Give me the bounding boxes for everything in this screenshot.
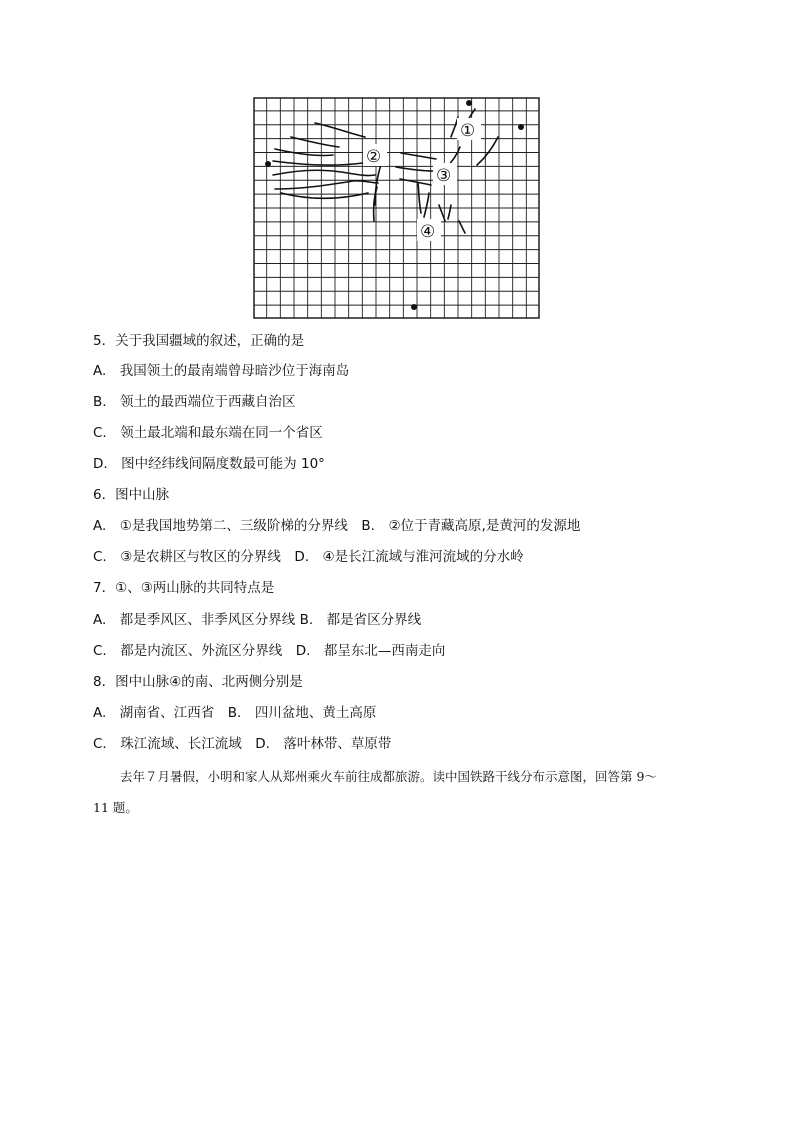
question-5-option-c: C. 领土最北端和最东端在同一个省区 xyxy=(93,425,323,441)
section-intro-line-1: 去年７月暑假，小明和家人从郑州乘火车前往成都旅游。读中国铁路干线分布示意图，回答第 9～ xyxy=(120,769,657,784)
label-mountain-3: ③ xyxy=(436,166,452,186)
question-5-stem: 5．关于我国疆域的叙述，正确的是 xyxy=(93,333,305,349)
question-5-option-a: A. 我国领土的最南端曾母暗沙位于海南岛 xyxy=(93,363,350,379)
question-8-stem: 8．图中山脉④的南、北两侧分别是 xyxy=(93,674,303,690)
question-5-option-d: D. 图中经纬线间隔度数最可能为 10° xyxy=(93,456,325,472)
question-5-option-b: B. 领土的最西端位于西藏自治区 xyxy=(93,394,296,410)
question-8-options-cd: C. 珠江流域、长江流域 D. 落叶林带、草原带 xyxy=(93,736,392,752)
china-grid-map xyxy=(253,97,540,319)
question-7-options-cd: C. 都是内流区、外流区分界线 D. 都呈东北—西南走向 xyxy=(93,643,446,659)
label-mountain-2: ② xyxy=(366,147,382,167)
question-6-options-ab: A. ①是我国地势第二、三级阶梯的分界线 B. ②位于青藏高原,是黄河的发源地 xyxy=(93,518,581,534)
section-intro-line-2: 11 题。 xyxy=(93,800,138,815)
question-8-options-ab: A. 湖南省、江西省 B. 四川盆地、黄土高原 xyxy=(93,705,377,721)
map-dot-north xyxy=(466,100,472,106)
map-dot-south xyxy=(411,304,417,310)
question-7-stem: 7．①、③两山脉的共同特点是 xyxy=(93,580,275,596)
question-6-stem: 6．图中山脉 xyxy=(93,487,170,503)
label-mountain-4: ④ xyxy=(420,222,436,242)
question-7-options-ab: A. 都是季风区、非季风区分界线 B. 都是省区分界线 xyxy=(93,612,422,628)
map-dot-east xyxy=(518,124,524,130)
question-6-options-cd: C. ③是农耕区与牧区的分界线 D. ④是长江流域与淮河流域的分水岭 xyxy=(93,549,524,565)
map-dot-west xyxy=(265,161,271,167)
label-mountain-1: ① xyxy=(460,121,476,141)
